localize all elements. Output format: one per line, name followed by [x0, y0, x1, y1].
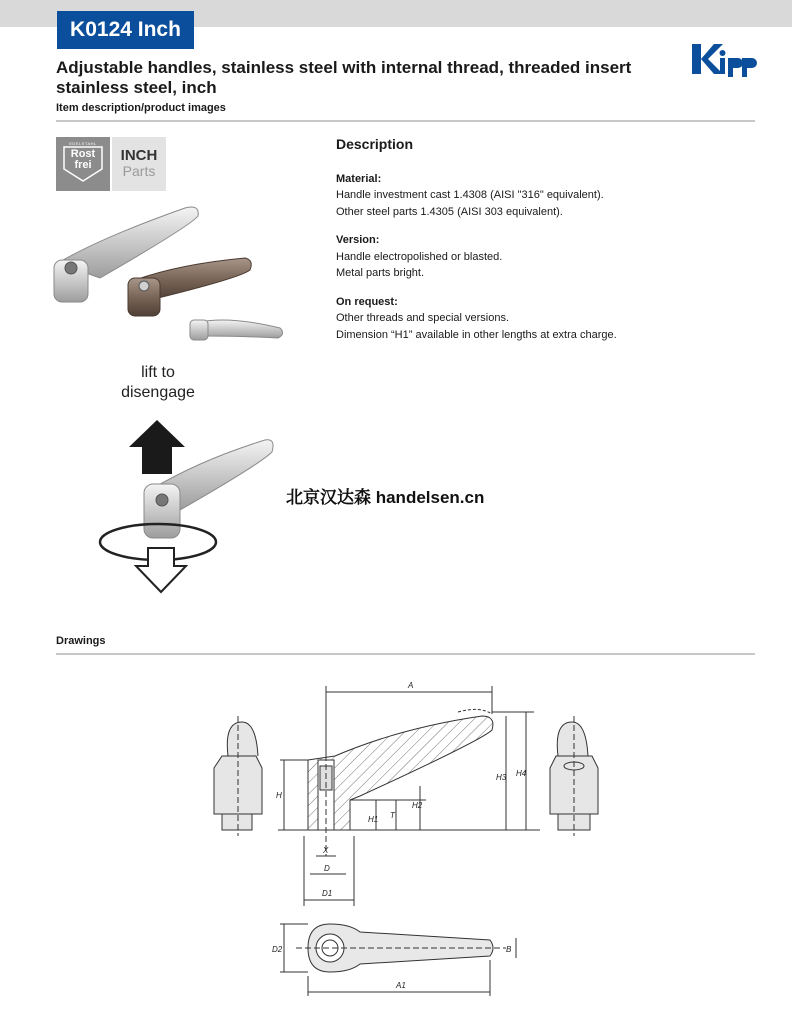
version-line-2: Metal parts bright.: [336, 267, 425, 279]
handle-brown: [128, 258, 251, 316]
side-view-right: [550, 716, 598, 836]
onrequest-label: On request:: [336, 295, 398, 308]
page-title: [56, 58, 656, 98]
description-heading: Description: [336, 136, 414, 152]
logo-text: Kipp: [690, 42, 693, 43]
material-line-1: Handle investment cast 1.4308 (AISI "316" equivalent).: [336, 189, 604, 201]
rostfrei-badge: [56, 137, 110, 191]
arrow-down-icon: [136, 548, 186, 592]
onrequest-block: [336, 294, 756, 344]
side-view-left: [214, 716, 262, 836]
watermark-text: 北京汉达森 handelsen.cn: [286, 488, 485, 507]
drawings-heading: Drawings: [56, 635, 106, 647]
material-block: [336, 171, 756, 221]
divider-drawings: [56, 653, 755, 655]
dim-t: T: [390, 811, 395, 820]
dim-d1: D1: [322, 889, 333, 898]
title-line-1: Adjustable handles, stainless steel with internal thread, threaded insert: [56, 58, 632, 77]
lift-to-disengage-label: [108, 363, 208, 403]
dim-h1: H1: [368, 815, 379, 824]
onrequest-line-2: Dimension “H1” available in other lengths at extra charge.: [336, 328, 617, 341]
product-code-badge: K0124 Inch: [57, 11, 194, 49]
kipp-logo: [690, 42, 758, 78]
dim-a1: A1: [396, 981, 406, 990]
version-block: [336, 232, 756, 282]
rostfrei-badge-line1: Rost: [70, 148, 96, 160]
inch-parts-badge: [112, 137, 166, 191]
section-subtitle: Item description/product images: [56, 102, 226, 114]
lift-line-2: disengage: [121, 384, 195, 401]
dim-h2: H2: [412, 801, 423, 810]
dim-a: A: [408, 681, 414, 690]
dim-d: D: [324, 864, 330, 873]
onrequest-line-1: Other threads and special versions.: [336, 312, 510, 324]
product-images: [40, 198, 300, 348]
title-line-2: stainless steel, inch: [56, 78, 217, 97]
material-label: Material:: [336, 172, 382, 185]
arrow-up-icon: [129, 420, 185, 474]
dim-x: X: [323, 846, 329, 855]
inch-badge-line2: Parts: [122, 163, 156, 179]
rostfrei-badge-line2: frei: [74, 159, 92, 171]
operation-illustration: [90, 420, 290, 610]
material-line-2: Other steel parts 1.4305 (AISI 303 equivalent).: [336, 205, 563, 218]
version-line-1: Handle electropolished or blasted.: [336, 250, 503, 263]
dim-b: B: [506, 945, 512, 954]
main-section-view: [308, 709, 493, 856]
divider-top: [56, 120, 755, 122]
dim-h4: H4: [516, 769, 527, 778]
dim-h: H: [276, 791, 282, 800]
rostfrei-badge-top: EDELSTAHL: [69, 141, 97, 146]
dim-d2: D2: [272, 945, 283, 954]
version-label: Version:: [336, 234, 380, 246]
dim-h3: H3: [496, 773, 507, 782]
handle-small: [190, 320, 283, 340]
lift-line-1: lift to: [141, 364, 175, 381]
technical-drawing: [200, 676, 620, 1006]
description-panel: [336, 136, 756, 355]
inch-badge-line1: INCH: [120, 147, 158, 164]
